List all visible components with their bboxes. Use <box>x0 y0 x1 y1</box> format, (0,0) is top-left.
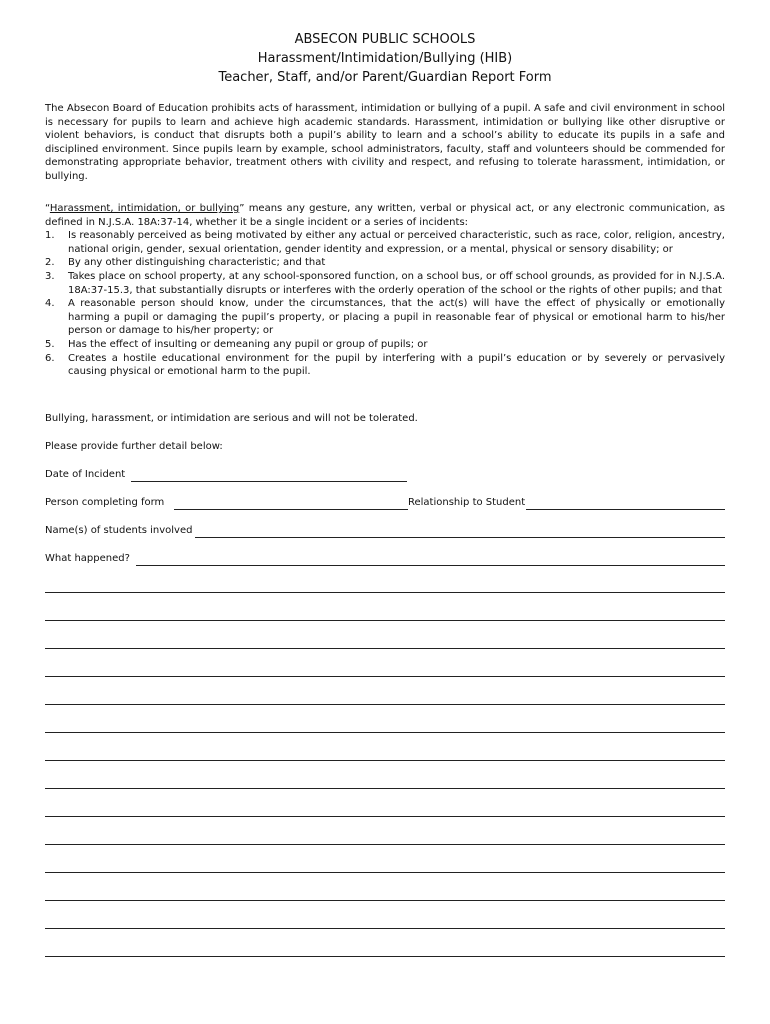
what-happened-input-line[interactable] <box>136 565 725 566</box>
writing-line[interactable] <box>45 788 725 789</box>
item-number: 4. <box>45 298 55 310</box>
writing-line[interactable] <box>45 676 725 677</box>
item-text: Creates a hostile educational environment for the pupil by interfering with a pupil’s education or by severely or pervasively causing physical or emotional harm to the pupil. <box>68 352 725 378</box>
form-header <box>0 30 770 87</box>
relationship-label: Relationship to Student <box>408 497 526 508</box>
writing-line[interactable] <box>45 872 725 873</box>
item-number: 3. <box>45 270 55 282</box>
what-happened-field <box>45 552 725 568</box>
item-number: 6. <box>45 352 55 364</box>
item-text: By any other distinguishing characteristic; and that <box>68 257 326 269</box>
writing-line[interactable] <box>45 816 725 817</box>
students-label: Name(s) of students involved <box>45 525 193 536</box>
item-text: Is reasonably perceived as being motivated by either any actual or perceived characteristic, such as race, color, religion, ancestry, national origin, gender, sexual orientation, gender identity and expression, or a mental, physical or sensory disability; or <box>68 230 725 255</box>
definition-list <box>45 229 725 379</box>
tolerance-statement: Bullying, harassment, or intimidation are serious and will not be tolerated. <box>45 413 418 424</box>
item-text: Has the effect of insulting or demeaning any pupil or group of pupils; or <box>68 338 428 350</box>
writing-line[interactable] <box>45 956 725 957</box>
item-text: A reasonable person should know, under the circumstances, that the act(s) will have the effect of physically or emotionally harming a pupil or damaging the pupil’s property, or placing a pupil in reasonable fear of physical or emotional harm to his/her person or damage to his/her property; or <box>68 298 725 337</box>
writing-line[interactable] <box>45 760 725 761</box>
students-involved-field <box>45 524 725 540</box>
definition-item <box>45 338 725 352</box>
school-name: ABSECON PUBLIC SCHOOLS <box>294 32 476 47</box>
definition-item <box>45 270 725 297</box>
person-input-line[interactable] <box>174 509 408 510</box>
item-number: 1. <box>45 230 55 242</box>
definition-item <box>45 297 725 338</box>
form-title: Teacher, Staff, and/or Parent/Guardian Report Form <box>218 70 552 85</box>
definition-item <box>45 229 725 256</box>
definition-text: ” means any gesture, any written, verbal or physical act, or any electronic communication, as defined in N.J.S.A. 18A:37-14, whether it be a single incident or a series of incidents: <box>45 203 725 228</box>
writing-line[interactable] <box>45 928 725 929</box>
what-happened-label: What happened? <box>45 553 130 564</box>
students-input-line[interactable] <box>195 537 725 538</box>
form-subtitle: Harassment/Intimidation/Bullying (HIB) <box>257 51 513 66</box>
date-label: Date of Incident <box>45 469 126 480</box>
writing-line[interactable] <box>45 648 725 649</box>
date-of-incident-field <box>45 468 725 484</box>
item-text: Takes place on school property, at any school-sponsored function, on a school bus, or off school grounds, as provided for in N.J.S.A. 18A:37-15.3, that substantially disrupts or interferes with the orderly operation of the school or the rights of other pupils; and that <box>68 270 725 296</box>
open-quote: “ <box>45 203 50 214</box>
intro-paragraph: The Absecon Board of Education prohibits acts of harassment, intimidation or bullying of a pupil. A safe and civil environment in school is necessary for pupils to learn and achieve high academic standards. Harassment, intimidation or bullying like other disruptive or violent behaviors, is conduct that disrupts both a pupil’s ability to learn and a school’s ability to educate its pupils in a safe and disciplined environment. Since pupils learn by example, school administrators, faculty, staff and volunteers should be commended for demonstrating appropriate behavior, treatment others with civility and respect, and refusing to tolerate harassment, intimidation, or bullying. <box>45 103 725 182</box>
definition-term: Harassment, intimidation, or bullying <box>49 203 240 214</box>
writing-line[interactable] <box>45 732 725 733</box>
item-number: 5. <box>45 338 55 350</box>
definition-section <box>45 202 725 379</box>
writing-line[interactable] <box>45 620 725 621</box>
writing-line[interactable] <box>45 900 725 901</box>
date-input-line[interactable] <box>131 481 407 482</box>
definition-item <box>45 352 725 379</box>
definition-paragraph <box>45 202 725 229</box>
relationship-input-line[interactable] <box>526 509 725 510</box>
person-label: Person completing form <box>45 497 165 508</box>
writing-line[interactable] <box>45 704 725 705</box>
item-number: 2. <box>45 257 55 269</box>
definition-item <box>45 256 725 270</box>
writing-line[interactable] <box>45 844 725 845</box>
instructions-text: Please provide further detail below: <box>45 441 223 452</box>
writing-line[interactable] <box>45 592 725 593</box>
person-completing-field <box>45 496 725 512</box>
